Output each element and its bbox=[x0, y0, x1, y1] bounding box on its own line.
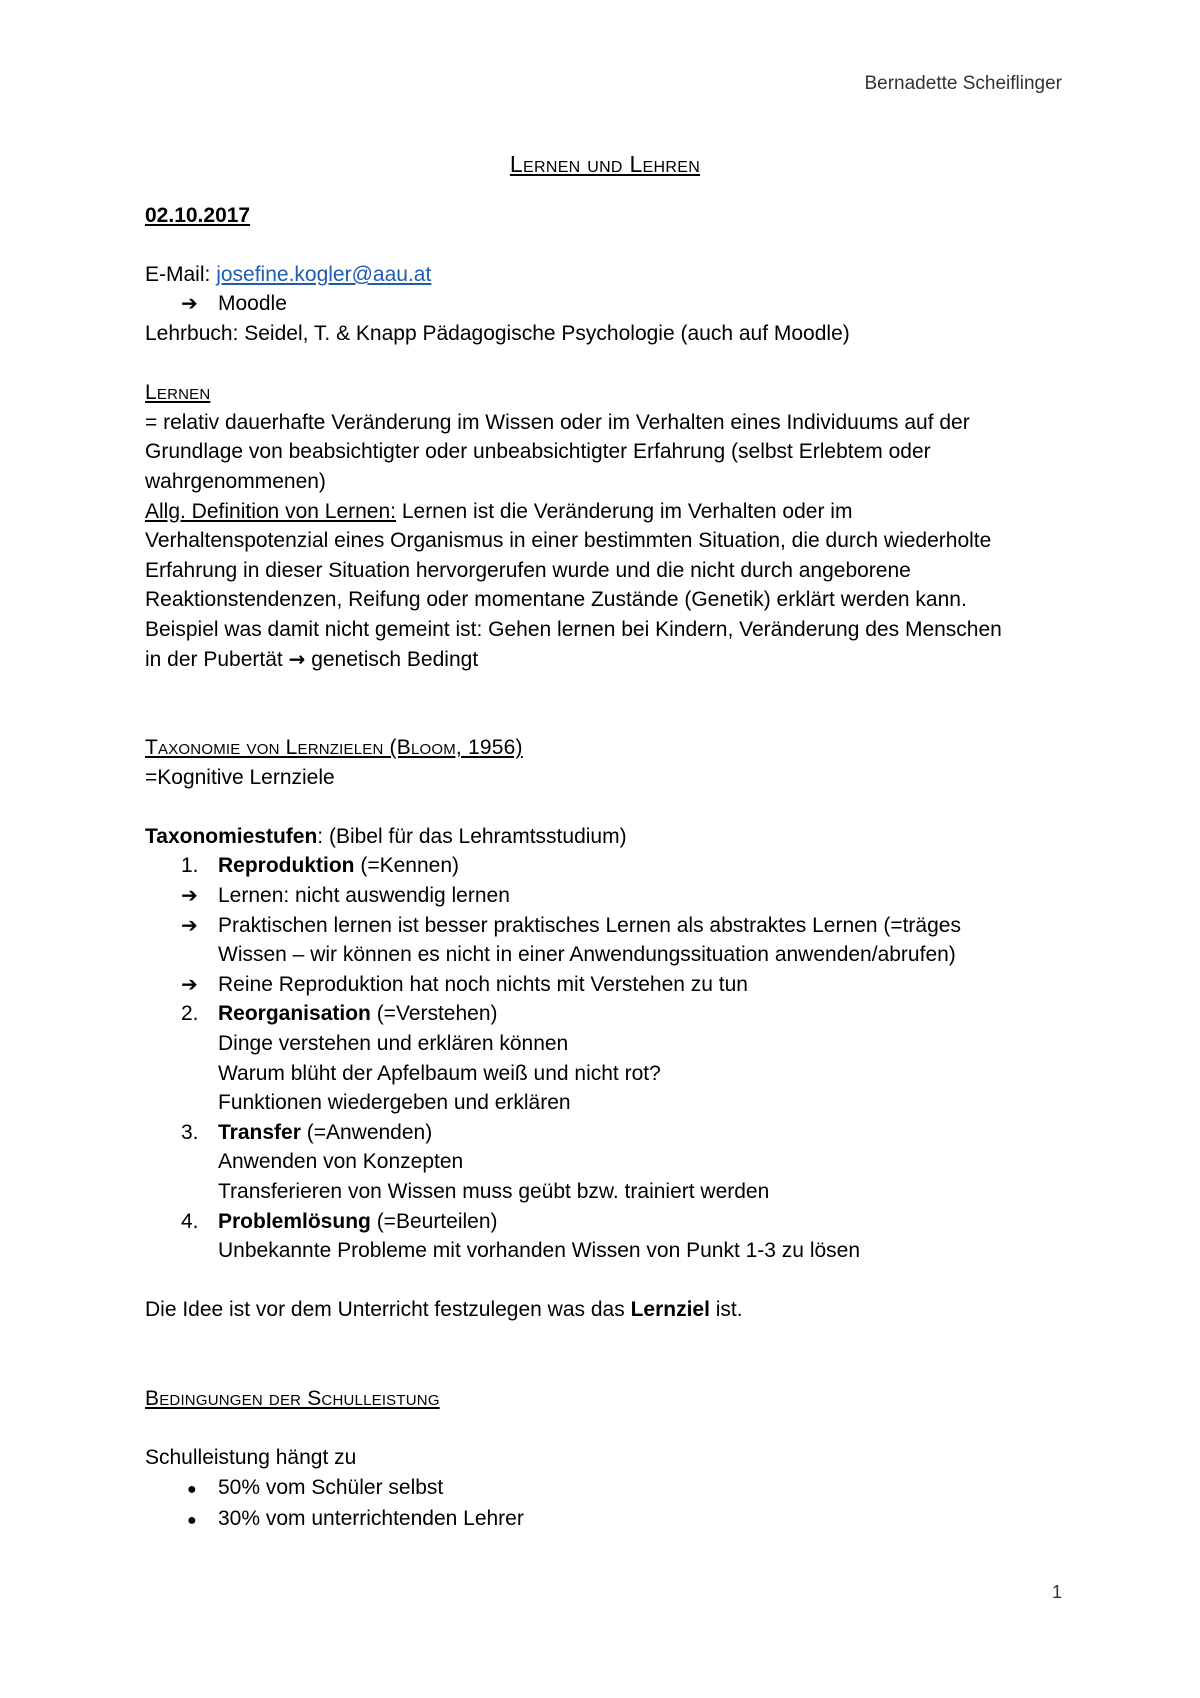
arrow-item: ➔ Reine Reproduktion hat noch nichts mit Verstehen zu tun bbox=[145, 970, 1065, 1000]
level-detail: Unbekannte Probleme mit vorhanden Wissen von Punkt 1-3 zu lösen bbox=[218, 1239, 861, 1263]
general-definition-line: Reaktionstendenzen, Reifung oder momentane Zustände (Genetik) erklärt werden kann. bbox=[145, 588, 967, 612]
right-arrow-icon: ➔ bbox=[181, 883, 198, 908]
taxonomy-level: 4. Problemlösung (=Beurteilen) bbox=[145, 1207, 1065, 1237]
bullet-item: ● 50% vom Schüler selbst bbox=[145, 1473, 1065, 1505]
email-line bbox=[145, 260, 1065, 290]
level-detail: Dinge verstehen und erklären können bbox=[218, 1032, 569, 1056]
document-body bbox=[145, 150, 1065, 1536]
bullet-item: ● 30% vom unterrichtenden Lehrer bbox=[145, 1504, 1065, 1536]
header-author: Bernadette Scheiflinger bbox=[864, 73, 1062, 94]
level-detail: Warum blüht der Apfelbaum weiß und nicht rot? bbox=[218, 1061, 661, 1085]
taxonomie-stufen-line: Taxonomiestufen: (Bibel für das Lehramtsstudium) bbox=[145, 824, 627, 848]
right-arrow-icon: ➔ bbox=[181, 912, 198, 937]
taxonomie-subtitle: =Kognitive Lernziele bbox=[145, 765, 335, 789]
general-definition-line: Allg. Definition von Lernen: Lernen ist die Veränderung im Verhalten oder im bbox=[145, 499, 853, 523]
moodle-text: Moodle bbox=[218, 292, 287, 316]
level-number: 4. bbox=[181, 1209, 199, 1233]
arrow-item: ➔ Praktischen lernen ist besser praktisches Lernen als abstraktes Lernen (=träges bbox=[145, 911, 1065, 941]
email-label: E-Mail: bbox=[145, 262, 217, 286]
taxonomy-level: 2. Reorganisation (=Verstehen) bbox=[145, 999, 1065, 1029]
taxonomy-level: 1. Reproduktion (=Kennen) bbox=[145, 851, 1065, 881]
arrow-item-continuation: Wissen – wir können es nicht in einer Anwendungssituation anwenden/abrufen) bbox=[218, 943, 956, 967]
section-heading-taxonomie: Taxonomie von Lernzielen (Bloom, 1956) bbox=[145, 736, 523, 760]
general-definition-line: Erfahrung in dieser Situation hervorgerufen wurde und die nicht durch angeborene bbox=[145, 558, 911, 582]
lecture-date: 02.10.2017 bbox=[145, 203, 251, 227]
page-number: 1 bbox=[1051, 1582, 1062, 1602]
example-line: Beispiel was damit nicht gemeint ist: Gehen lernen bei Kindern, Veränderung des Menschen bbox=[145, 617, 1002, 641]
definition-line: Grundlage von beabsichtigter oder unbeabsichtigter Erfahrung (selbst Erlebtem oder bbox=[145, 440, 931, 464]
moodle-line bbox=[145, 289, 1065, 319]
idea-line: Die Idee ist vor dem Unterricht festzulegen was das Lernziel ist. bbox=[145, 1298, 743, 1322]
textbook-line: Lehrbuch: Seidel, T. & Knapp Pädagogische Psychologie (auch auf Moodle) bbox=[145, 321, 850, 345]
email-link[interactable]: josefine.kogler@aau.at bbox=[216, 262, 432, 286]
general-definition-line: Verhaltenspotenzial eines Organismus in einer bestimmten Situation, die durch wiederholte bbox=[145, 529, 992, 553]
bullet-icon: ● bbox=[187, 1480, 197, 1498]
schulleistung-intro: Schulleistung hängt zu bbox=[145, 1446, 357, 1470]
right-arrow-icon: → bbox=[288, 646, 306, 671]
example-line: in der Pubertät → genetisch Bedingt bbox=[145, 646, 479, 671]
definition-line: wahrgenommenen) bbox=[145, 469, 326, 493]
level-detail: Anwenden von Konzepten bbox=[218, 1150, 464, 1174]
right-arrow-icon: ➔ bbox=[181, 291, 198, 316]
page-title: Lernen und Lehren bbox=[509, 151, 701, 177]
level-number: 1. bbox=[181, 854, 199, 878]
level-detail: Funktionen wiedergeben und erklären bbox=[218, 1091, 571, 1115]
bullet-icon: ● bbox=[187, 1512, 197, 1530]
taxonomy-level: 3. Transfer (=Anwenden) bbox=[145, 1118, 1065, 1148]
level-number: 3. bbox=[181, 1120, 199, 1144]
right-arrow-icon: ➔ bbox=[181, 971, 198, 996]
general-definition-label: Allg. Definition von Lernen: bbox=[145, 499, 396, 523]
definition-line: = relativ dauerhafte Veränderung im Wissen oder im Verhalten eines Individuums auf der bbox=[145, 410, 970, 434]
level-detail: Transferieren von Wissen muss geübt bzw. trainiert werden bbox=[218, 1180, 770, 1203]
level-number: 2. bbox=[181, 1002, 199, 1026]
section-heading-schulleistung: Bedingungen der Schulleistung bbox=[145, 1386, 440, 1410]
section-heading-lernen: Lernen bbox=[145, 381, 211, 405]
arrow-item: ➔ Lernen: nicht auswendig lernen bbox=[145, 881, 1065, 911]
